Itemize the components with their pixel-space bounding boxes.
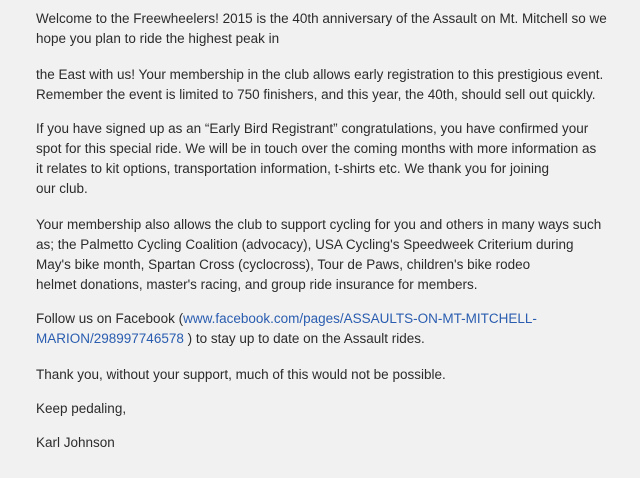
text-line: the East with us! Your membership in the club allows early registration to this prestigious event. — [36, 67, 604, 82]
text-line: Your membership also allows the club to support cycling for you and others in many ways such — [36, 217, 602, 232]
text-line: spot for this special ride. We will be in touch over the coming months with more information as — [36, 141, 597, 156]
text-line: Thank you, without your support, much of this would not be possible. — [36, 367, 446, 382]
membership-paragraph — [36, 65, 620, 105]
early-bird-paragraph — [36, 119, 620, 199]
text-line: Welcome to the Freewheelers! 2015 is the 40th anniversary of the Assault on Mt. Mitchell so we — [36, 11, 607, 26]
facebook-paragraph — [36, 309, 620, 349]
text-line: Remember the event is limited to 750 finishers, and this year, the 40th, should sell out quickly. — [36, 87, 596, 102]
text-line: it relates to kit options, transportation information, t-shirts etc. We thank you for joining — [36, 161, 549, 176]
text-line: If you have signed up as an “Early Bird Registrant” congratulations, you have confirmed your — [36, 121, 589, 136]
facebook-prefix: Follow us on Facebook ( — [36, 311, 184, 326]
text-line: Karl Johnson — [36, 435, 115, 450]
text-line: hope you plan to ride the highest peak in — [36, 31, 280, 46]
facebook-suffix: ) to stay up to date on the Assault rides. — [183, 331, 425, 346]
text-line: helmet donations, master's racing, and group ride insurance for members. — [36, 277, 478, 292]
thanks-paragraph — [36, 365, 620, 385]
welcome-paragraph — [36, 9, 620, 49]
text-line: May's bike month, Spartan Cross (cyclocross), Tour de Paws, children's bike rodeo — [36, 257, 531, 272]
text-line — [36, 329, 620, 349]
support-paragraph — [36, 215, 620, 295]
text-line: our club. — [36, 181, 88, 196]
signature — [36, 433, 620, 453]
facebook-link[interactable]: www.facebook.com/pages/ASSAULTS-ON-MT-MITCHELL- — [183, 311, 537, 326]
closing-line — [36, 399, 620, 419]
text-line — [36, 309, 620, 329]
facebook-link-continued[interactable]: MARION/298997746578 — [36, 331, 184, 346]
text-line: Keep pedaling, — [36, 401, 127, 416]
text-line: as; the Palmetto Cycling Coalition (advocacy), USA Cycling's Speedweek Criterium during — [36, 237, 574, 252]
